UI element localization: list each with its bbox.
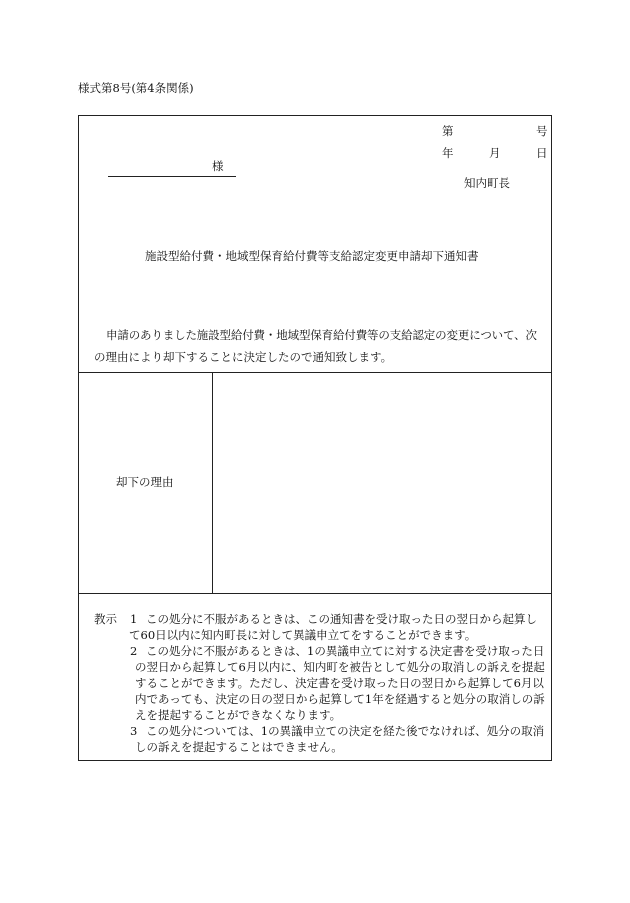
day-label: 日: [536, 146, 548, 160]
reason-content-area: [214, 374, 550, 592]
note-line: この処分については、1の異議申立ての決定を経た後でなければ、処分の取消: [146, 724, 545, 738]
year-label: 年: [442, 146, 454, 160]
note-line: この処分に不服があるときは、この通知書を受け取った日の翌日から起算し: [146, 612, 537, 626]
note-item-1: [94, 611, 546, 643]
note-number: 2: [130, 644, 138, 658]
notice-title: 施設型給付費・地域型保育給付費等支給認定変更申請却下通知書: [145, 249, 479, 263]
note-line: しの訴えを提起することはできません。: [135, 740, 343, 754]
note-item-3: [94, 723, 546, 755]
divider-header-reason: [79, 372, 551, 373]
note-line: することができます。ただし、決定書を受け取った日の翌日から起算して6月以: [135, 676, 544, 690]
note-item-2: [94, 643, 546, 723]
note-line: て60日以内に知内町長に対して異議申立てをすることができます。: [129, 628, 477, 642]
note-number: 1: [130, 612, 138, 626]
note-line: の翌日から起算して6月以内に、知内町を被告として処分の取消しの訴えを提起: [135, 660, 545, 674]
issuer-name: 知内町長: [464, 176, 510, 190]
reason-label: 却下の理由: [116, 475, 174, 489]
note-line: 内であっても、決定の日の翌日から起算して1年を経過すると処分の取消しの訴: [135, 692, 545, 706]
body-line: の理由により却下することに決定したので通知致します。: [94, 350, 393, 364]
note-line: この処分に不服があるときは、1の異議申立てに対する決定書を受け取った日: [146, 644, 545, 658]
month-label: 月: [489, 146, 501, 160]
number-suffix: 号: [536, 124, 548, 138]
note-number: 3: [130, 724, 138, 738]
addressee-suffix: 様: [212, 159, 224, 173]
number-prefix: 第: [442, 124, 454, 138]
notice-body: [94, 324, 546, 368]
body-line: 申請のありました施設型給付費・地域型保育給付費等の支給認定の変更について、次: [106, 328, 537, 342]
appeal-instructions: [94, 611, 546, 755]
note-line: えを提起することができなくなります。: [135, 708, 342, 722]
divider-reason-notes: [79, 593, 551, 594]
reason-column-divider: [212, 372, 213, 593]
form-label: 様式第8号(第4条関係): [78, 81, 194, 95]
addressee-name-line: [108, 176, 236, 177]
notes-heading: 教示: [94, 612, 117, 626]
